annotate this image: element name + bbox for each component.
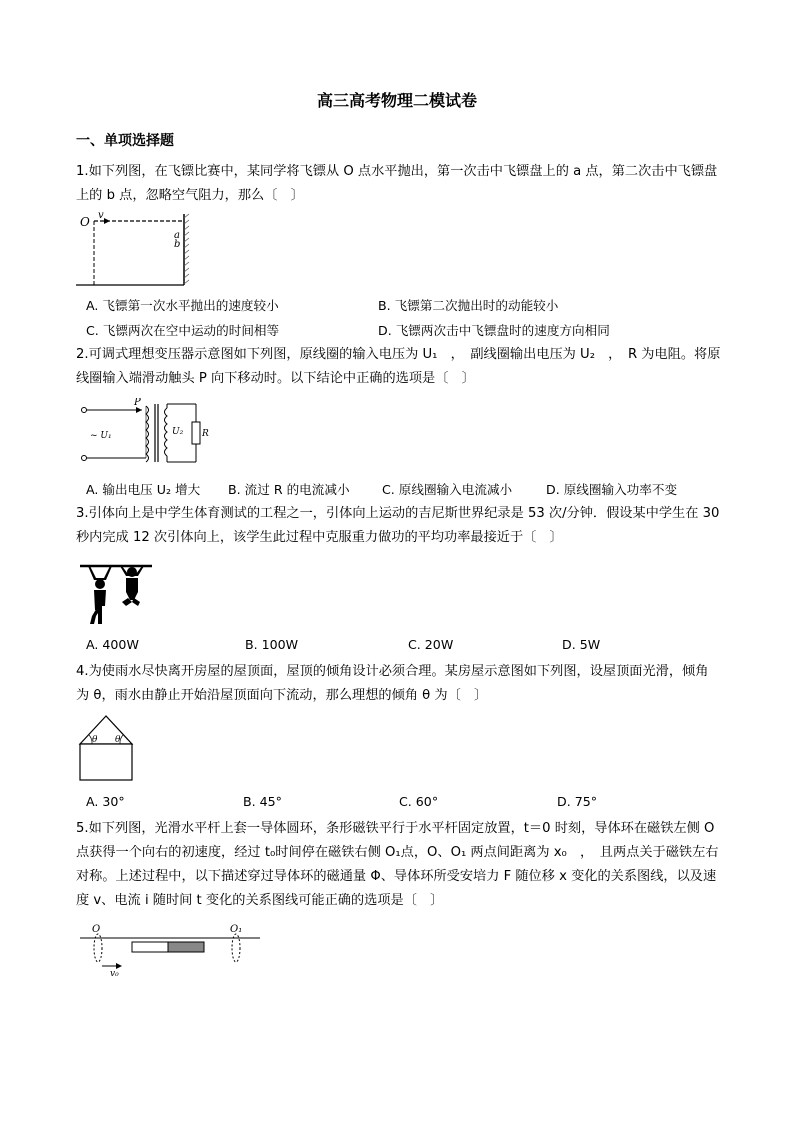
q2-label-P: P bbox=[134, 398, 141, 408]
q5-label-v0: v₀ bbox=[110, 969, 119, 976]
page-title: 高三高考物理二模试卷 bbox=[316, 91, 477, 110]
q2-option-a[interactable]: A. 输出电压 U₂ 增大 bbox=[86, 482, 201, 497]
question-3-text: 3.引体向上是中学生体育测试的工程之一，引体向上运动的吉尼斯世界纪录是 53 次/分钟．假设某中学生在 30 秒内完成 12 次引体向上，该学生此过程中克服重力做功的平均功率最接近于〔 〕 bbox=[76, 506, 720, 545]
q2-label-U2: U₂ bbox=[172, 427, 184, 437]
q5-magnet-ring-figure bbox=[76, 922, 262, 976]
q2-terminal-bottom bbox=[82, 456, 87, 461]
q2-label-R: R bbox=[202, 429, 209, 439]
question-5-text: 5.如下列图，光滑水平杆上套一导体圆环，条形磁铁平行于水平杆固定放置，t＝0 时刻，导体环在磁铁左侧 O 点获得一个向右的初速度，经过 t₀时间停在磁铁右侧 O₁点，O、O₁ 两点间距离为 x₀ ， 且两点关于磁铁左右对称。上述过程中，以下描述穿过导体环的磁通量 Φ、导体环所受安培力 F 随位移 x 变化的关系图线，以及速度 v、电流 i 随时间 t 变化的关系图线可能正确的选项是〔 〕 bbox=[76, 821, 719, 908]
q3-option-d[interactable]: D. 5W bbox=[562, 637, 601, 652]
question-1-text: 1.如下列图，在飞镖比赛中，某同学将飞镖从 O 点水平抛出，第一次击中飞镖盘上的 a 点，第二次击中飞镖盘上的 b 点，忽略空气阻力，那么〔 〕 bbox=[76, 164, 718, 203]
q2-option-d[interactable]: D. 原线圈输入功率不变 bbox=[546, 482, 678, 497]
q1-label-O: O bbox=[80, 215, 90, 229]
q1-option-a[interactable]: A. 飞镖第一次水平抛出的速度较小 bbox=[86, 298, 279, 313]
q4-option-c[interactable]: C. 60° bbox=[399, 794, 439, 809]
q2-primary-coil bbox=[146, 406, 149, 462]
q2-label-U1: ~ U₁ bbox=[90, 431, 112, 441]
q4-option-b[interactable]: B. 45° bbox=[243, 794, 282, 809]
q1-label-a: a bbox=[174, 230, 180, 241]
q2-option-b[interactable]: B. 流过 R 的电流减小 bbox=[228, 482, 350, 497]
q2-transformer-figure bbox=[76, 398, 214, 468]
q3-person-1 bbox=[88, 566, 112, 624]
q1-velocity-arrow bbox=[104, 218, 110, 224]
q5-magnet-right-half bbox=[168, 942, 204, 952]
question-4-text: 4.为使雨水尽快离开房屋的屋顶面，屋顶的倾角设计必须合理。某房屋示意图如下列图，设屋顶面光滑，倾角为 θ，雨水由静止开始沿屋顶面向下流动，那么理想的倾角 θ 为〔 〕 bbox=[76, 664, 709, 703]
q1-dartboard-figure bbox=[76, 210, 198, 290]
q3-option-a[interactable]: A. 400W bbox=[86, 637, 139, 652]
q1-option-b[interactable]: B. 飞镖第二次抛出时的动能较小 bbox=[378, 298, 559, 313]
q5-magnet-left-half bbox=[132, 942, 168, 952]
question-2-text: 2.可调式理想变压器示意图如下列图，原线圈的输入电压为 U₁ ， 副线圈输出电压为 U₂ ， R 为电阻。将原线圈输入端滑动触头 P 向下移动时。以下结论中正确的选项是〔 〕 bbox=[76, 347, 721, 386]
q1-label-b: b bbox=[174, 239, 181, 250]
q2-secondary-coil bbox=[165, 408, 168, 456]
q2-option-c[interactable]: C. 原线圈输入电流减小 bbox=[382, 482, 513, 497]
q3-pullup-figure bbox=[76, 560, 156, 628]
section-title: 一、单项选择题 bbox=[76, 133, 174, 149]
q2-resistor bbox=[192, 422, 200, 444]
q5-label-O1: O₁ bbox=[230, 924, 243, 935]
q4-house-body bbox=[80, 744, 132, 780]
q4-option-a[interactable]: A. 30° bbox=[86, 794, 125, 809]
q2-terminal-top bbox=[82, 408, 87, 413]
q1-label-v: v bbox=[98, 210, 104, 221]
q4-theta-left: θ bbox=[92, 735, 98, 745]
q4-roof bbox=[80, 716, 132, 744]
q4-house-figure bbox=[76, 712, 138, 784]
q5-label-O: O bbox=[92, 924, 101, 935]
q1-option-d[interactable]: D. 飞镖两次击中飞镖盘时的速度方向相同 bbox=[378, 323, 610, 338]
q3-option-b[interactable]: B. 100W bbox=[245, 637, 299, 652]
q4-option-d[interactable]: D. 75° bbox=[557, 794, 598, 809]
q1-option-c[interactable]: C. 飞镖两次在空中运动的时间相等 bbox=[86, 323, 280, 338]
q4-theta-right: θ bbox=[115, 735, 121, 745]
q3-person-2 bbox=[120, 566, 144, 606]
q3-option-c[interactable]: C. 20W bbox=[408, 637, 454, 652]
